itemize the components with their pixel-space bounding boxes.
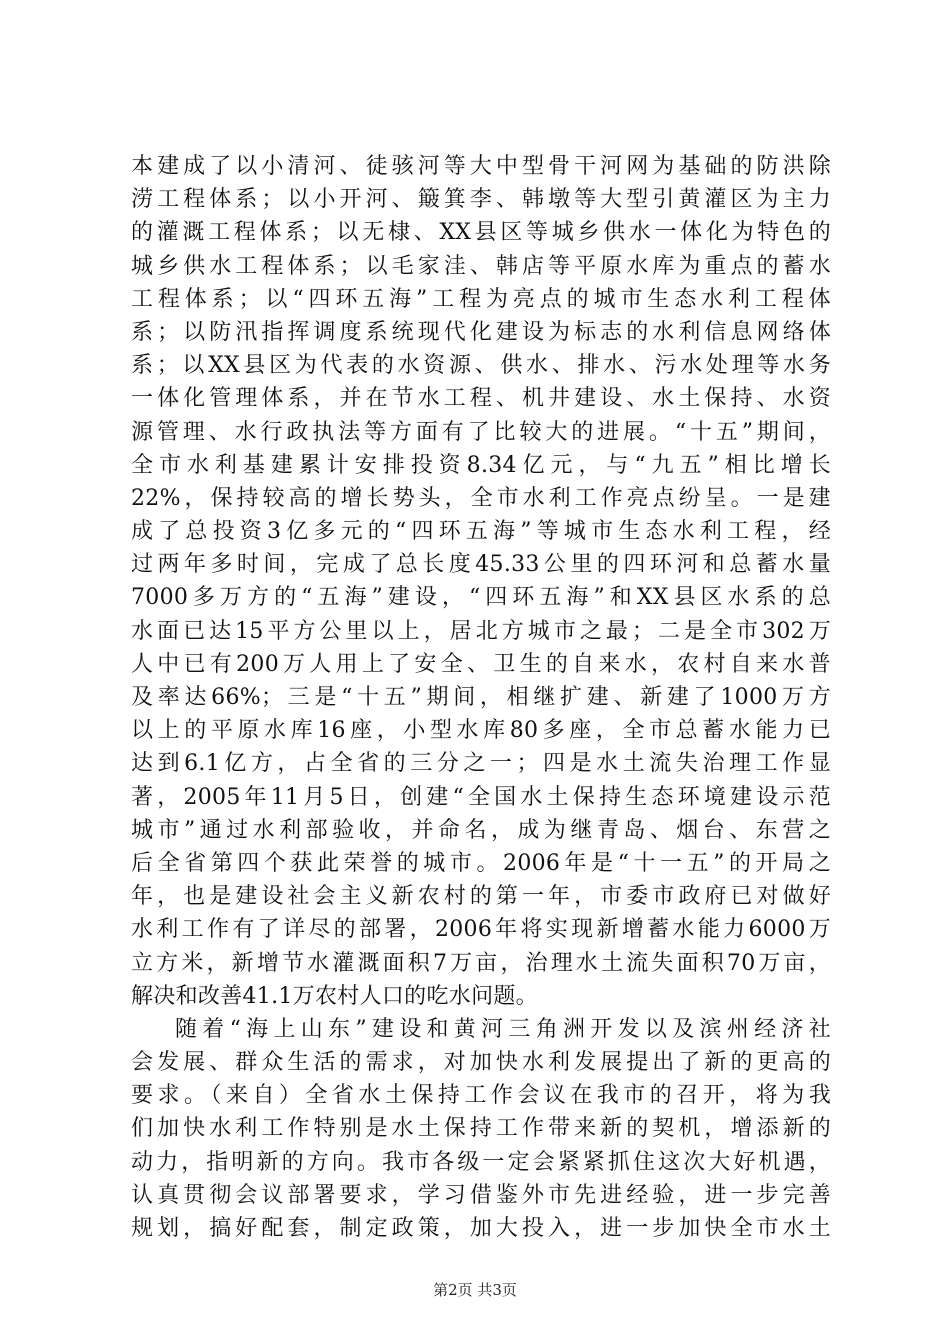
text-line: 随着“海上山东”建设和黄河三角洲开发以及滨州经济社: [175, 1016, 831, 1042]
text-line: 解决和改善41.1万农村人口的吃水问题。: [131, 983, 538, 1009]
text-line: 年，也是建设社会主义新农村的第一年，市委市政府已对做好: [131, 884, 831, 910]
text-line: 7000多万方的“五海”建设，“四环五海”和XX县区水系的总: [131, 585, 831, 611]
text-line: 22%，保持较高的增长势头，全市水利工作亮点纷呈。一是建: [131, 485, 831, 511]
text-line: 成了总投资3亿多元的“四环五海”等城市生态水利工程，经: [131, 519, 831, 545]
text-line: 的灌溉工程体系；以无棣、XX县区等城乡供水一体化为特色的: [131, 220, 831, 246]
text-line: 著，2005年11月5日，创建“全国水土保持生态环境建设示范: [131, 784, 831, 810]
text-line: 水利工作有了详尽的部署，2006年将实现新增蓄水能力6000万: [131, 917, 831, 943]
text-line: 立方米，新增节水灌溉面积7万亩，治理水土流失面积70万亩，: [131, 950, 831, 976]
text-line: 及率达66%；三是“十五”期间，相继扩建、新建了1000万方: [131, 685, 831, 710]
text-line: 过两年多时间，完成了总长度45.33公里的四环河和总蓄水量: [131, 552, 831, 578]
text-line: 动力，指明新的方向。我市各级一定会紧紧抓住这次大好机遇，: [131, 1149, 831, 1175]
text-line: 本建成了以小清河、徒骇河等大中型骨干河网为基础的防洪除: [131, 154, 831, 179]
text-line: 后全省第四个获此荣誉的城市。2006年是“十一五”的开局之: [131, 850, 831, 876]
text-line: 人中已有200万人用上了安全、卫生的自来水，农村自来水普: [131, 651, 831, 677]
text-line: 全市水利基建累计安排投资8.34亿元，与“九五”相比增长: [131, 452, 831, 478]
text-line: 工程体系；以“四环五海”工程为亮点的城市生态水利工程体: [131, 286, 831, 312]
text-line: 城市”通过水利部验收，并命名，成为继青岛、烟台、东营之: [131, 817, 831, 843]
text-line: 城乡供水工程体系；以毛家洼、韩店等平原水库为重点的蓄水: [131, 253, 831, 279]
page-number: 第2页 共3页: [433, 1281, 517, 1299]
text-line: 源管理、水行政执法等方面有了比较大的进展。“十五”期间，: [131, 419, 831, 445]
text-line: 涝工程体系；以小开河、簸箕李、韩墩等大型引黄灌区为主力: [131, 187, 831, 213]
text-line: 认真贯彻会议部署要求，学习借鉴外市先进经验，进一步完善: [131, 1182, 831, 1208]
body-text: [131, 150, 831, 1245]
page-footer: [0, 1280, 950, 1300]
text-line: 会发展、群众生活的需求，对加快水利发展提出了新的更高的: [131, 1050, 831, 1076]
text-line: 一体化管理体系，并在节水工程、机井建设、水土保持、水资: [131, 386, 831, 412]
text-line: 达到6.1亿方，占全省的三分之一；四是水土流失治理工作显: [131, 751, 831, 777]
text-line: 以上的平原水库16座，小型水库80多座，全市总蓄水能力已: [131, 718, 831, 744]
text-line: 们加快水利工作特别是水土保持工作带来新的契机，增添新的: [131, 1116, 831, 1142]
text-line: 水面已达15平方公里以上，居北方城市之最；二是全市302万: [131, 618, 831, 644]
text-line: 要求。（来自）全省水土保持工作会议在我市的召开，将为我: [131, 1083, 831, 1109]
text-line: 系；以XX县区为代表的水资源、供水、排水、污水处理等水务: [131, 353, 831, 379]
text-line: 规划，搞好配套，制定政策，加大投入，进一步加快全市水土: [131, 1216, 831, 1241]
text-line: 系；以防汛指挥调度系统现代化建设为标志的水利信息网络体: [131, 319, 831, 345]
